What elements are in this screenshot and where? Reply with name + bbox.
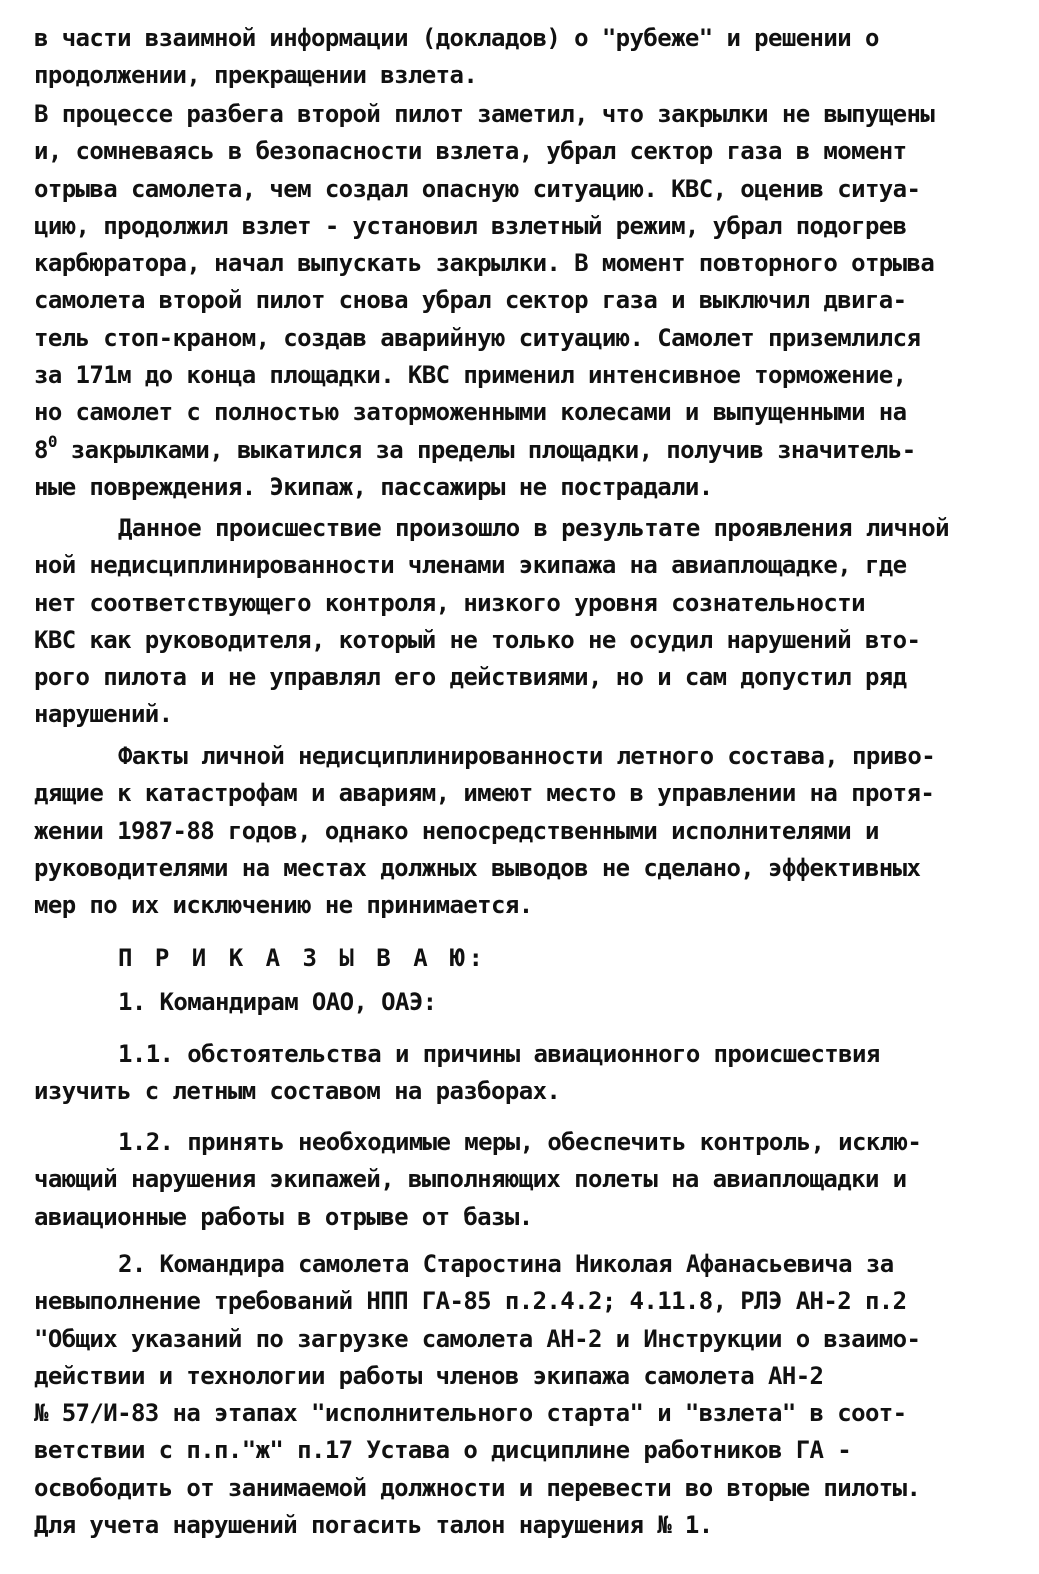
text-line: невыполнение требований НПП ГА-85 п.2.4.2; 4.11.8, РЛЭ АН-2 п.2: [34, 1287, 907, 1316]
text-line: в части взаимной информации (докладов) о "рубеже" и решении о: [34, 24, 879, 52]
text-line: отрыва самолета, чем создал опасную ситуацию. КВС, оценив ситуа-: [34, 174, 921, 203]
text-line: 1.1. обстоятельства и причины авиационного происшествия: [118, 1040, 880, 1068]
paragraph-facts: [34, 738, 1024, 924]
text-line: но самолет с полностью заторможенными колесами и выпущенными на: [34, 398, 907, 427]
order-item-1: 1. Командирам ОАО, ОАЭ:: [118, 988, 437, 1016]
text-line: Для учета нарушений погасить талон нарушения № 1.: [34, 1511, 713, 1540]
text-line: изучить с летным составом на разборах.: [34, 1077, 561, 1106]
text-line: нет соответствующего контроля, низкого уровня сознательности: [34, 588, 865, 617]
text-line: освободить от занимаемой должности и перевести во вторые пилоты.: [34, 1473, 921, 1502]
text-line: тель стоп-краном, создав аварийную ситуацию. Самолет приземлился: [34, 323, 921, 352]
text-line: продолжении, прекращении взлета.: [34, 61, 478, 90]
text-line: карбюратора, начал выпускать закрылки. В момент повторного отрыва: [34, 249, 935, 278]
text-line: Факты личной недисциплинированности летного состава, приво-: [118, 742, 936, 770]
text-line-flaps-degree: [34, 432, 1024, 469]
paragraph-incident: [34, 96, 1024, 506]
text-line: авиационные работы в отрыве от базы.: [34, 1202, 533, 1231]
text-line: "Общих указаний по загрузке самолета АН-2 и Инструкции о взаимо-: [34, 1324, 921, 1353]
text-line: ветствии с п.п."ж" п.17 Устава о дисциплине работников ГА -: [34, 1436, 852, 1465]
order-heading: П Р И К А З Ы В А Ю:: [118, 944, 487, 972]
flaps-degree-value: 8: [34, 435, 48, 464]
text-line: КВС как руководителя, который не только не осудил нарушений вто-: [34, 625, 921, 654]
text-line: мер по их исключению не принимается.: [34, 891, 533, 920]
text-line: рого пилота и не управлял его действиями, но и сам допустил ряд: [34, 663, 907, 692]
text-line: действии и технологии работы членов экипажа самолета АН-2: [34, 1361, 824, 1390]
text-line: № 57/И-83 на этапах "исполнительного старта" и "взлета" в соот-: [34, 1399, 907, 1428]
text-line: 1.2. принять необходимые меры, обеспечить контроль, исклю-: [118, 1128, 922, 1156]
degree-mark: 0: [47, 431, 57, 451]
text-line: нарушений.: [34, 700, 173, 729]
text-line: чающий нарушения экипажей, выполняющих полеты на авиаплощадки и: [34, 1165, 907, 1194]
order-item-1-2: [34, 1124, 1024, 1236]
text-line: руководителями на местах должных выводов не сделано, эффективных: [34, 853, 921, 882]
text-line: Данное происшествие произошло в результате проявления личной: [118, 514, 949, 542]
text-line: 2. Командира самолета Старостина Николая Афанасьевича за: [118, 1250, 894, 1278]
text-line: В процессе разбега второй пилот заметил, что закрылки не выпущены: [34, 100, 935, 128]
paragraph-cause: [34, 510, 1024, 734]
text-line: ные повреждения. Экипаж, пассажиры не пострадали.: [34, 472, 713, 501]
paragraph-intro: [34, 20, 1024, 95]
text-line: жении 1987-88 годов, однако непосредственными исполнителями и: [34, 816, 879, 845]
text-line: цию, продолжил взлет - установил взлетный режим, убрал подогрев: [34, 211, 907, 240]
text-line: за 171м до конца площадки. КВС применил интенсивное торможение,: [34, 361, 907, 390]
text-line: и, сомневаясь в безопасности взлета, убрал сектор газа в момент: [34, 137, 907, 166]
text-line: самолета второй пилот снова убрал сектор газа и выключил двига-: [34, 286, 907, 315]
order-item-2: [34, 1246, 1024, 1544]
text-line: дящие к катастрофам и авариям, имеют место в управлении на протя-: [34, 779, 935, 808]
text-line: ной недисциплинированности членами экипажа на авиаплощадке, где: [34, 551, 907, 580]
order-item-1-1: [34, 1036, 1024, 1111]
flaps-degree-rest: закрылками, выкатился за пределы площадки, получив значитель-: [56, 435, 916, 464]
